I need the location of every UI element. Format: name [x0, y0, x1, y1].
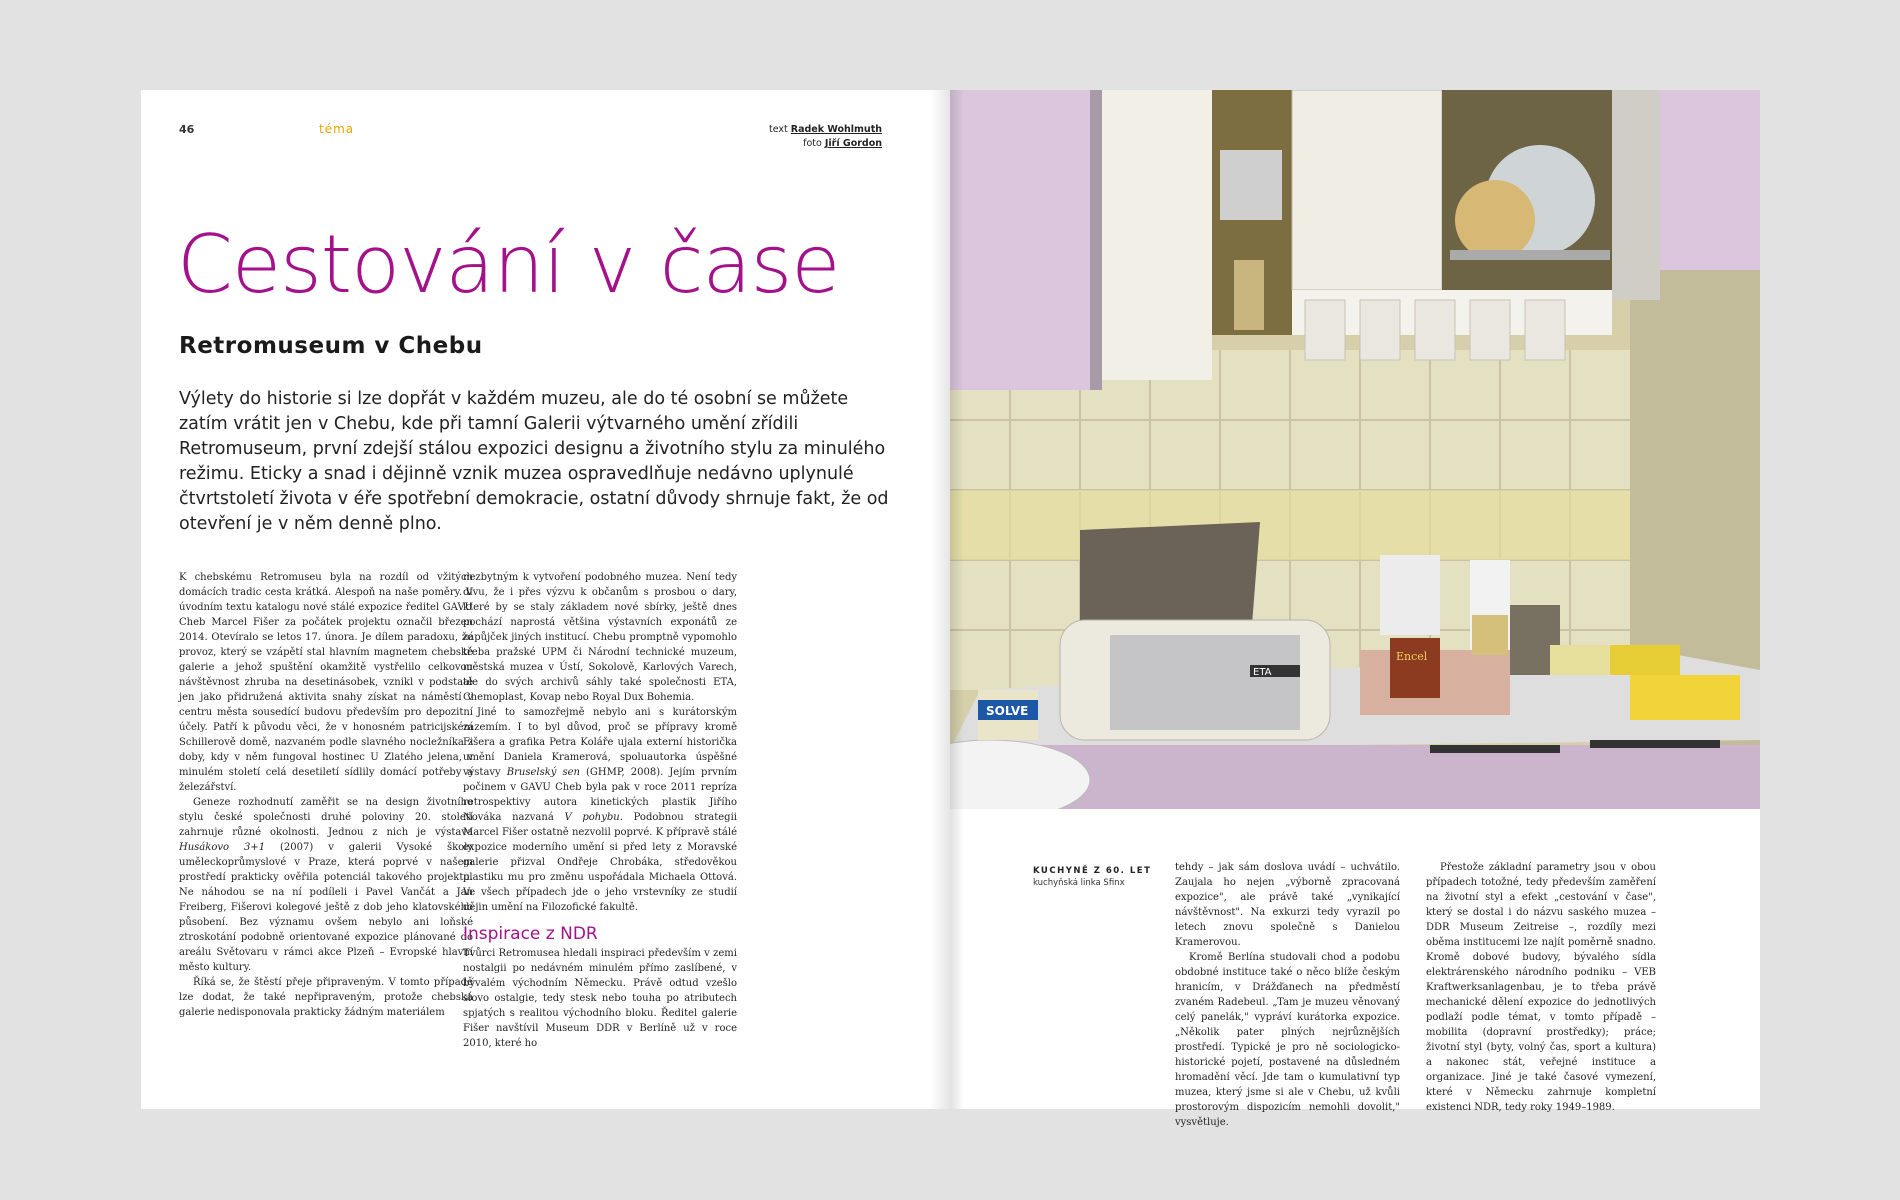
article-subtitle: Retromuseum v Chebu	[179, 333, 483, 359]
text-column-3	[1175, 860, 1400, 1130]
text-column-4	[1426, 860, 1656, 1115]
photo-author: Jiří Gordon	[824, 138, 882, 149]
left-page	[141, 90, 950, 1109]
photo-caption	[1033, 866, 1151, 888]
section-label: téma	[319, 122, 355, 136]
jar-label: Encel	[1396, 650, 1428, 663]
paragraph: Říká se, že štěstí přeje připraveným. V tomto případě lze dodat, že také nepřipraveným, protože chebská galerie nedisponovala prakticky žádným materiálem	[179, 977, 473, 1018]
photo-credit-label: foto	[803, 138, 822, 149]
paragraph: Jiné to samozřejmě nebylo ani s kurátorským zázemím. I to byl důvod, proč se přípravy kromě Fišera a grafika Petra Koláře ujala externí historička umění Daniela Kramerová, spoluautorka úspěšné výstavy Bruselský sen (GHMP, 2008). Jejím prvním počinem v GAVU Cheb byla pak v roce 2011 repríza retrospektivy autora kinetických plastik Jiřího Nováka nazvaná V pohybu. Podobnou strategii Marcel Fišer ostatně nezvolil poprvé. K přípravě stálé expozice moderního umění si před lety z Moravské galerie přizval Ondřeje Chrobáka, středověkou plastiku mu pro změnu uspořádala Michaela Ottová. Ve všech případech jde o jeho vrstevníky ze studií dějin umění na Filozofické fakultě.	[463, 707, 737, 913]
text-column-1	[179, 570, 473, 1020]
article-title: Cestování v čase	[177, 218, 840, 311]
kitchen-illustration	[950, 90, 1760, 809]
paragraph: K chebskému Retromuseu byla na rozdíl od vžitých domácích tradic cesta krátká. Alespoň na naše poměry. V úvodním textu katalogu nové stálé expozice ředitel GAVU Cheb Marcel Fišer za počátek projektu označil březen 2014. Otevíralo se letos 17. února. Je dílem paradoxu, že provoz, který se vzápětí stal hlavním magnetem chebské galerie a jehož spuštění okamžitě vystřelilo celkovou návštěvnost zhruba na desetinásobek, vznikl v podstatě jen jako přidružená aktivita snahy získat na náměstí v centru města sousedící budovu především pro depozitní účely. Patří k původu věci, že v honosném patricijském Schillerově domě, nazvaném podle slavného nocležníka z doby, kdy v něm fungoval hostinec U Zlatého jelena, v minulém století celá desetiletí sídlily domácí potřeby a železářství.	[179, 572, 473, 793]
credits	[769, 123, 882, 151]
text-column-2	[463, 570, 737, 1051]
paragraph: tehdy – jak sám doslova uvádí – uchvátilo. Zaujala ho nejen „výborně zpracovaná expozice", ale právě také „vynikající návštěvnost". Na exkurzi tedy vyrazil po letech znovu společně s Danielou Kramerovou.	[1175, 862, 1400, 948]
paragraph: Kromě Berlína studovali chod a podobu obdobné instituce také o něco blíže českým hranicím, v Drážďanech na předměstí zvaném Radebeul. „Tam je muzeu věnovaný celý panelák," vypráví kurátorka expozice. „Několik pater plných nejrůznějších prostředí. Typické je pro ně sociologicko-historické pojetí, postavené na důsledném hromadění věcí. Jde tam o kumulativní typ muzea, který jsme si ale v Chebu, už kvůli prostorovým dispozicím nemohli dovolit," vysvětluje.	[1175, 952, 1400, 1128]
caption-text: kuchyňská linka Sfinx	[1033, 878, 1125, 888]
paragraph: Tvůrci Retromusea hledali inspiraci především v zemi nostalgii po nedávném minulém přímo zaslíbené, v bývalém východním Německu. Právě odtud vzešlo slovo ostalgie, tedy stesk nebo touha po atributech spjatých s realitou východního bloku. Ředitel galerie Fišer navštívil Museum DDR v Berlíně už v roce 2010, které ho	[463, 948, 737, 1049]
text-author: Radek Wohlmuth	[790, 124, 882, 135]
caption-title: KUCHYNĚ Z 60. LET	[1033, 866, 1152, 876]
section-subheading: Inspirace z NDR	[463, 924, 598, 944]
paragraph: Přestože základní parametry jsou v obou případech totožné, tedy především zaměření na životní styl a efekt „cestování v čase", který se dostal i do názvu saského muzea – DDR Museum Zeitreise –, rozdíly mezi oběma institucemi lze najít poměrně snadno. Kromě dobové budovy, bývalého sídla elektrárenského národního podniku – VEB Kraftwerksanlagenbau, je to třeba právě mechanické dělení expozice do jednotlivých podlaží podle témat, v tomto případě – mobilita (dopravní prostředky); práce; životní styl (byty, volný čas, sport a kultura) a nakonec stát, veřejné instituce a organizace. Jiné je také časové vymezení, které v Německu zahrnuje kompletní existenci NDR, tedy roky 1949–1989.	[1426, 862, 1656, 1113]
toaster-label: ETA	[1253, 667, 1272, 678]
paragraph: Geneze rozhodnutí zaměřit se na design životního stylu české společnosti druhé poloviny 20. století zahrnuje různé okolnosti. Jednou z nich je výstava Husákovo 3+1 (2007) v galerii Vysoké školy uměleckoprůmyslové v Praze, která poprvé v našem prostředí prakticky ověřila potenciál takového projektu. Ne náhodou se na ní podíleli i Pavel Vančát a Jan Freiberg, Fišerovi kolegové ještě z dob jeho klatovského působení. Bez významu ovšem nebylo ani loňské ztroskotání podobně orientované expozice plánované do areálu Světovaru v rámci akce Plzeň – Evropské hlavní město kultury.	[179, 797, 473, 973]
spine-shadow-right	[950, 90, 964, 1109]
can-label: SOLVE	[986, 704, 1029, 718]
right-page	[950, 90, 1760, 1128]
kitchen-photo	[950, 90, 1760, 809]
page-number: 46	[179, 123, 195, 136]
spine-shadow-left	[930, 90, 950, 1109]
text-credit-label: text	[768, 124, 788, 135]
lead-paragraph: Výlety do historie si lze dopřát v každém muzeu, ale do té osobní se můžete zatím vrátit jen v Chebu, kde při tamní Galerii výtvarného umění zřídili Retromuseum, první zdejší stálou expozici designu a životního stylu za minulého režimu. Eticky a snad i dějinně vznik muzea ospravedlňuje nedávno uplynulé čtvrtstoletí života v éře spotřební demokracie, ostatní důvody shrnuje fakt, že od otevření je v něm denně plno.	[179, 389, 889, 534]
paragraph: nezbytným k vytvoření podobného muzea. Není tedy divu, že i přes výzvu k občanům s prosbou o dary, které by se staly základem nové sbírky, ještě dnes pochází naprostá většina výstavních exponátů ze zápůjček jiných institucí. Chebu promptně vypomohlo třeba pražské UPM či Národní technické muzeum, městská muzea v Ústí, Sokolově, Karlových Varech, ale do svých archivů sáhly také společnosti ETA, Chemoplast, Kovap nebo Royal Dux Bohemia.	[463, 572, 737, 703]
